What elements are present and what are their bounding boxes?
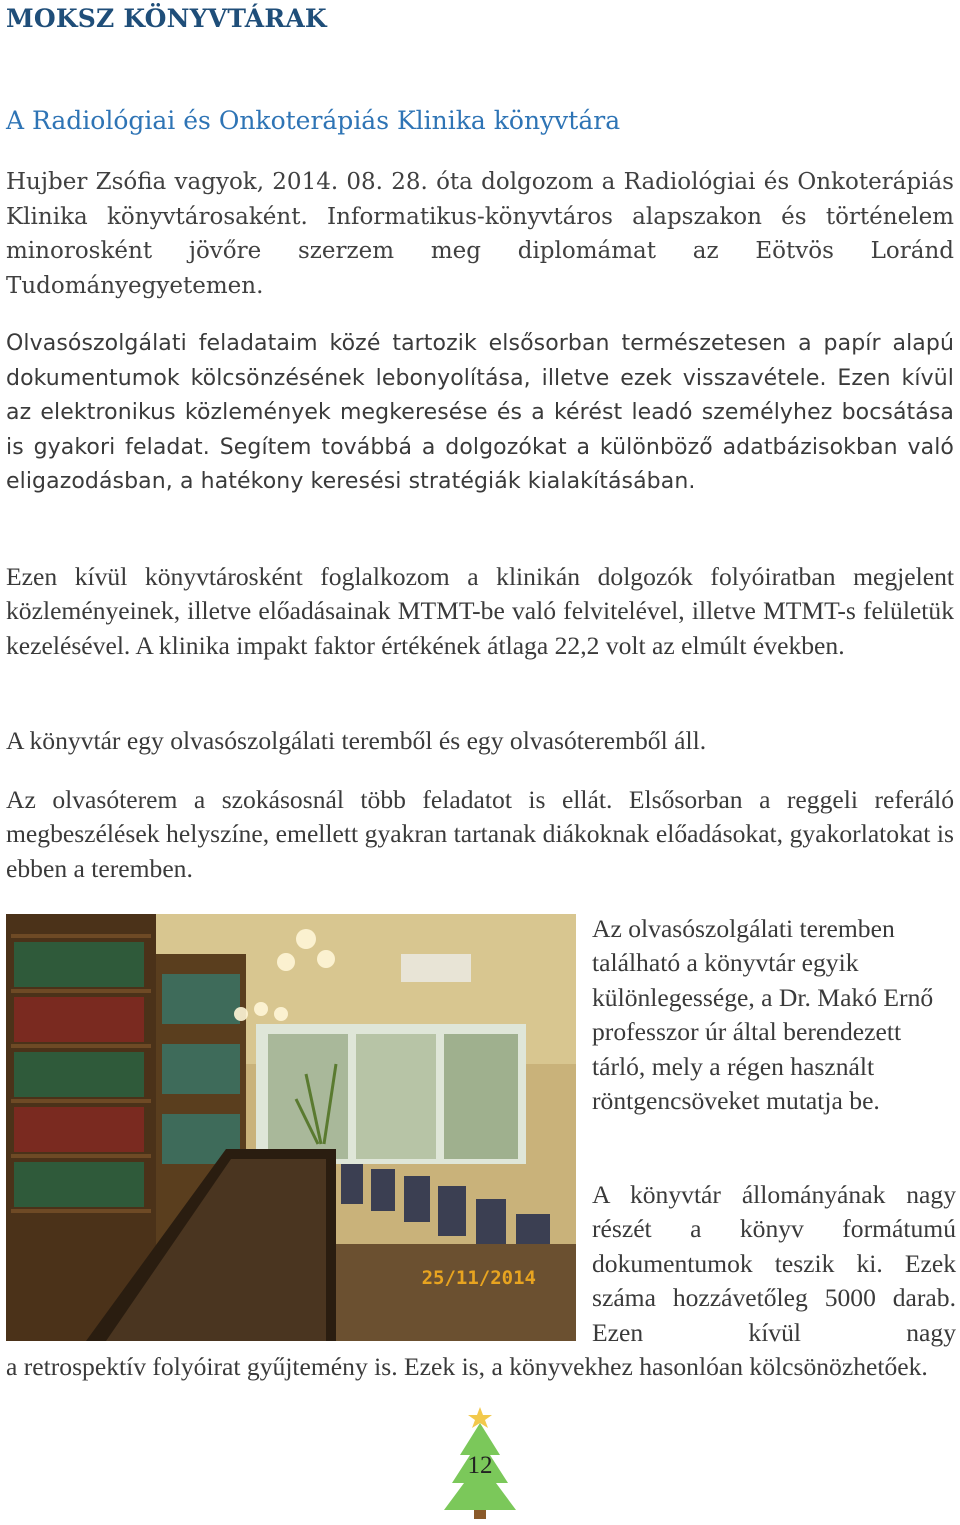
paragraph-duties: Olvasószolgálati feladataim közé tartozik elsősorban természetesen a papír alapú dokumentumok kölcsönzésének lebonyolítása, illetve ezek visszavétele. Ezen kívül az elektronikus közlemények megkeresése és a kérést leadó személyhez bocsátása is gyakori feladat. Segítem továbbá a dolgozókat a különböző adatbázisokban való eligazodásban, a hatékony keresési stratégiák kialakításában. <box>6 331 954 494</box>
sidebar-paragraph-exhibit: Az olvasószolgálati teremben található a könyvtár egyik különlegessége, a Dr. Makó Ernő professzor úr által berendezett tárló, mely a régen használt röntgencsöveket mutatja be. <box>592 914 934 1116</box>
article-title: A Radiológiai és Onkoterápiás Klinika könyvtára <box>6 106 621 135</box>
page-number: 12 <box>467 1452 493 1479</box>
reading-room-photo <box>6 914 576 1341</box>
paragraph-collection-continued: a retrospektív folyóirat gyűjtemény is. Ezek is, a könyvekhez hasonlóan kölcsönözhetőek. <box>6 1352 928 1381</box>
photo-date-stamp: 25/11/2014 <box>421 1267 536 1289</box>
paragraph-intro: Hujber Zsófia vagyok, 2014. 08. 28. óta dolgozom a Radiológiai és Onkoterápiás Klinika könyvtárosaként. Informatikus-könyvtáros alapszakon és történelem minorosként jövőre szerzem meg diplomámat az Eötvös Loránd Tudományegyetemen. <box>6 169 954 299</box>
sidebar-paragraph-collection: A könyvtár állományának nagy részét a könyv formátumú dokumentumok teszik ki. Ezek száma hozzávetőleg 5000 darab. Ezen kívül nagy <box>592 1180 956 1347</box>
paragraph-reading-room: Az olvasóterem a szokásosnál több feladatot is ellát. Elsősorban a reggeli referáló megbeszélések helyszíne, emellett gyakran tartanak diákoknak előadásokat, gyakorlatokat is ebben a teremben. <box>6 785 954 883</box>
masthead: MOKSZ KÖNYVTÁRAK <box>6 4 327 33</box>
paragraph-mtmt: Ezen kívül könyvtárosként foglalkozom a klinikán dolgozók folyóiratban megjelent közleményeinek, illetve előadásainak MTMT-be való felvitelével, illetve MTMT-s felületük kezelésével. A klinika impakt faktor értékének átlaga 22,2 volt az elmúlt években. <box>6 562 954 660</box>
paragraph-rooms: A könyvtár egy olvasószolgálati teremből és egy olvasóteremből áll. <box>6 726 707 755</box>
